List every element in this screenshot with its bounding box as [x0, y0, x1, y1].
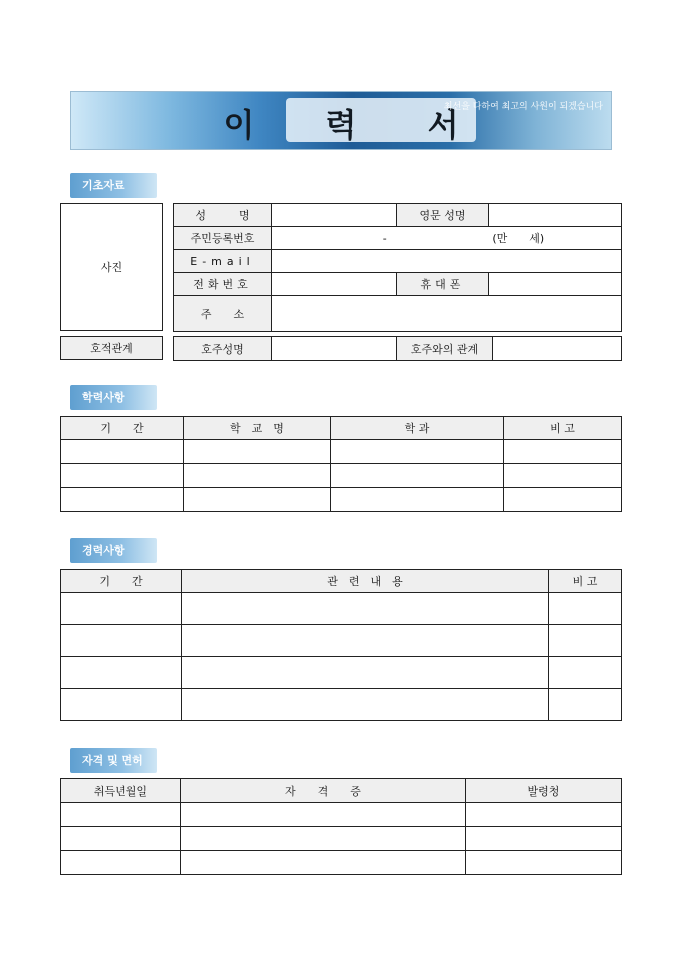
email-field[interactable] — [272, 250, 622, 273]
family-relation-label: 호적관계 — [90, 342, 133, 355]
section-label-education: 학력사항 — [70, 385, 157, 410]
resident-no-field[interactable] — [272, 227, 622, 250]
career-header-period: 기 간 — [61, 570, 182, 593]
edu-cell[interactable] — [61, 440, 184, 464]
license-cell[interactable] — [181, 851, 466, 875]
address-label: 주 소 — [174, 296, 272, 332]
table-row — [61, 851, 622, 875]
career-cell[interactable] — [549, 689, 622, 721]
mobile-field[interactable] — [489, 273, 622, 296]
resident-no-label: 주민등록번호 — [174, 227, 272, 250]
career-cell[interactable] — [182, 657, 549, 689]
license-cell[interactable] — [466, 827, 622, 851]
edu-header-school: 학 교 명 — [184, 417, 331, 440]
page-title: 이 력 서 — [223, 106, 489, 144]
career-cell[interactable] — [61, 689, 182, 721]
edu-cell[interactable] — [61, 488, 184, 512]
career-cell[interactable] — [182, 593, 549, 625]
section-label-basic: 기초자료 — [70, 173, 157, 198]
career-cell[interactable] — [61, 657, 182, 689]
edu-header-major: 학 과 — [331, 417, 504, 440]
name-label: 성 명 — [174, 204, 272, 227]
head-name-field[interactable] — [272, 337, 397, 361]
license-cell[interactable] — [61, 851, 181, 875]
edu-cell[interactable] — [504, 488, 622, 512]
english-name-field[interactable] — [489, 204, 622, 227]
license-header-issuer: 발령청 — [466, 779, 622, 803]
edu-cell[interactable] — [184, 464, 331, 488]
basic-info-table — [173, 203, 622, 332]
edu-cell[interactable] — [331, 488, 504, 512]
table-row — [61, 657, 622, 689]
head-relation-label: 호주와의 관계 — [397, 337, 493, 361]
edu-cell[interactable] — [331, 440, 504, 464]
career-cell[interactable] — [549, 625, 622, 657]
address-field[interactable] — [272, 296, 622, 332]
phone-label: 전화번호 — [174, 273, 272, 296]
name-field[interactable] — [272, 204, 397, 227]
english-name-label: 영문 성명 — [397, 204, 489, 227]
section-label-career: 경력사항 — [70, 538, 157, 563]
edu-cell[interactable] — [504, 440, 622, 464]
photo-box — [60, 203, 163, 331]
section-label-license: 자격 및 면허 — [70, 748, 157, 773]
table-row — [61, 827, 622, 851]
mobile-label: 휴대폰 — [397, 273, 489, 296]
table-row — [61, 488, 622, 512]
family-table — [173, 336, 622, 361]
resident-dash: - — [382, 232, 387, 245]
edu-cell[interactable] — [331, 464, 504, 488]
career-header-note: 비 고 — [549, 570, 622, 593]
license-cell[interactable] — [61, 827, 181, 851]
license-table — [60, 778, 622, 875]
career-cell[interactable] — [61, 593, 182, 625]
career-cell[interactable] — [549, 593, 622, 625]
career-cell[interactable] — [182, 689, 549, 721]
career-cell[interactable] — [61, 625, 182, 657]
license-cell[interactable] — [181, 803, 466, 827]
table-row — [61, 625, 622, 657]
family-relation-box — [60, 336, 163, 360]
career-table — [60, 569, 622, 721]
edu-cell[interactable] — [61, 464, 184, 488]
phone-field[interactable] — [272, 273, 397, 296]
edu-cell[interactable] — [184, 488, 331, 512]
table-row — [61, 440, 622, 464]
banner-slogan: 최선을 다하여 최고의 사원이 되겠습니다 — [443, 102, 603, 112]
edu-header-period: 기 간 — [61, 417, 184, 440]
head-name-label: 호주성명 — [174, 337, 272, 361]
age-field: (만 세) — [492, 232, 545, 245]
license-header-cert: 자 격 증 — [181, 779, 466, 803]
license-cell[interactable] — [466, 803, 622, 827]
table-row — [61, 689, 622, 721]
email-label: E-mail — [174, 250, 272, 273]
edu-cell[interactable] — [504, 464, 622, 488]
edu-cell[interactable] — [184, 440, 331, 464]
table-row — [61, 803, 622, 827]
title-banner — [70, 91, 612, 150]
career-cell[interactable] — [549, 657, 622, 689]
license-header-date: 취득년월일 — [61, 779, 181, 803]
head-relation-field[interactable] — [493, 337, 622, 361]
career-header-content: 관 련 내 용 — [182, 570, 549, 593]
license-cell[interactable] — [181, 827, 466, 851]
photo-label: 사진 — [100, 261, 123, 274]
education-table — [60, 416, 622, 512]
table-row — [61, 464, 622, 488]
career-cell[interactable] — [182, 625, 549, 657]
table-row — [61, 593, 622, 625]
license-cell[interactable] — [61, 803, 181, 827]
license-cell[interactable] — [466, 851, 622, 875]
edu-header-note: 비 고 — [504, 417, 622, 440]
